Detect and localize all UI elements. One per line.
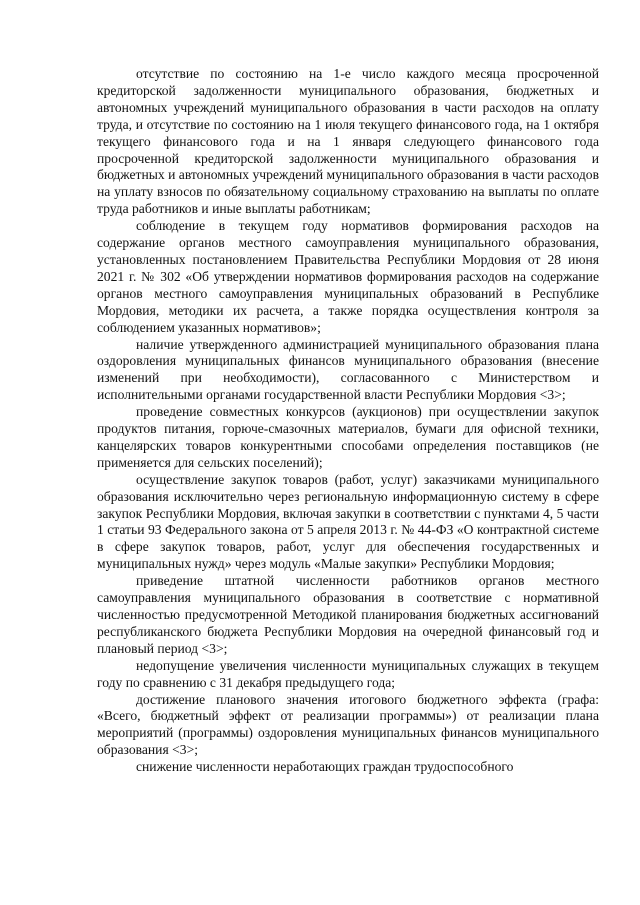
paragraph-staffing-norms: приведение штатной численности работников органов местного самоуправления муниципального образования в соответствие с нормативной численностью предусмотренной Методикой планирования бюджетных ассигнований республиканского бюджета Республики Мордовия на очередной финансовый год и плановый период <3>; bbox=[97, 573, 599, 656]
paragraph-joint-tenders: проведение совместных конкурсов (аукционов) при осуществлении закупок продуктов питания, горюче-смазочных материалов, бумаги для офисной техники, канцелярских товаров конкурентными способами определения поставщиков (не применяется для сельских поселений); bbox=[97, 404, 599, 470]
paragraph-overdue-payables: отсутствие по состоянию на 1-е число каждого месяца просроченной кредиторской задолженности муниципального образования, бюджетных и автономных учреждений муниципального образования в части расходов на оплату труда, и отсутствие по состоянию на 1 июля текущего финансового года, на 1 октября текущего финансового года и на 1 января следующего финансового года просроченной кредиторской задолженности муниципального образования и бюджетных и автономных учреждений муниципального образования в части расходов на уплату взносов по обязательному социальному страхованию на выплаты по оплате труда работников и иные выплаты работникам; bbox=[97, 66, 599, 217]
paragraph-unemployment: снижение численности неработающих граждан трудоспособного bbox=[136, 759, 514, 775]
document-page bbox=[97, 66, 599, 776]
paragraph-budget-effect: достижение планового значения итогового бюджетного эффекта (графа: «Всего, бюджетный эффект от реализации программы») от реализации плана мероприятий (программы) оздоровления муниципальных финансов муниципального образования <3>; bbox=[97, 691, 599, 758]
paragraph-expense-norms: соблюдение в текущем году нормативов формирования расходов на содержание органов местного самоуправления муниципального образования, установленных постановлением Правительства Республики Мордовия от 28 июня 2021 г. № 302 «Об утверждении нормативов формирования расходов на содержание органов местного самоуправления муниципальных образований в Республике Мордовия, методики их расчета, а также порядка осуществления контроля за соблюдением указанных нормативов»; bbox=[97, 218, 599, 335]
paragraph-civil-servants: недопущение увеличения численности муниципальных служащих в текущем году по сравнению с 31 декабря предыдущего года; bbox=[97, 657, 599, 690]
paragraph-procurement-system: осуществление закупок товаров (работ, услуг) заказчиками муниципального образования исключительно через региональную информационную систему в сфере закупок Республики Мордовия, включая закупки в соответствии с пунктами 4, 5 части 1 статьи 93 Федерального закона от 5 апреля 2013 г. № 44-ФЗ «О контрактной системе в сфере закупок товаров, работ, услуг для обеспечения государственных и муниципальных нужд» через модуль «Малые закупки» Республики Мордовия; bbox=[97, 471, 599, 572]
paragraph-recovery-plan: наличие утвержденного администрацией муниципального образования плана оздоровления муниципальных финансов муниципального образования (внесение изменений при необходимости), согласованного с Министерством и исполнительными органами государственной власти Республики Мордовия <3>; bbox=[97, 336, 599, 403]
